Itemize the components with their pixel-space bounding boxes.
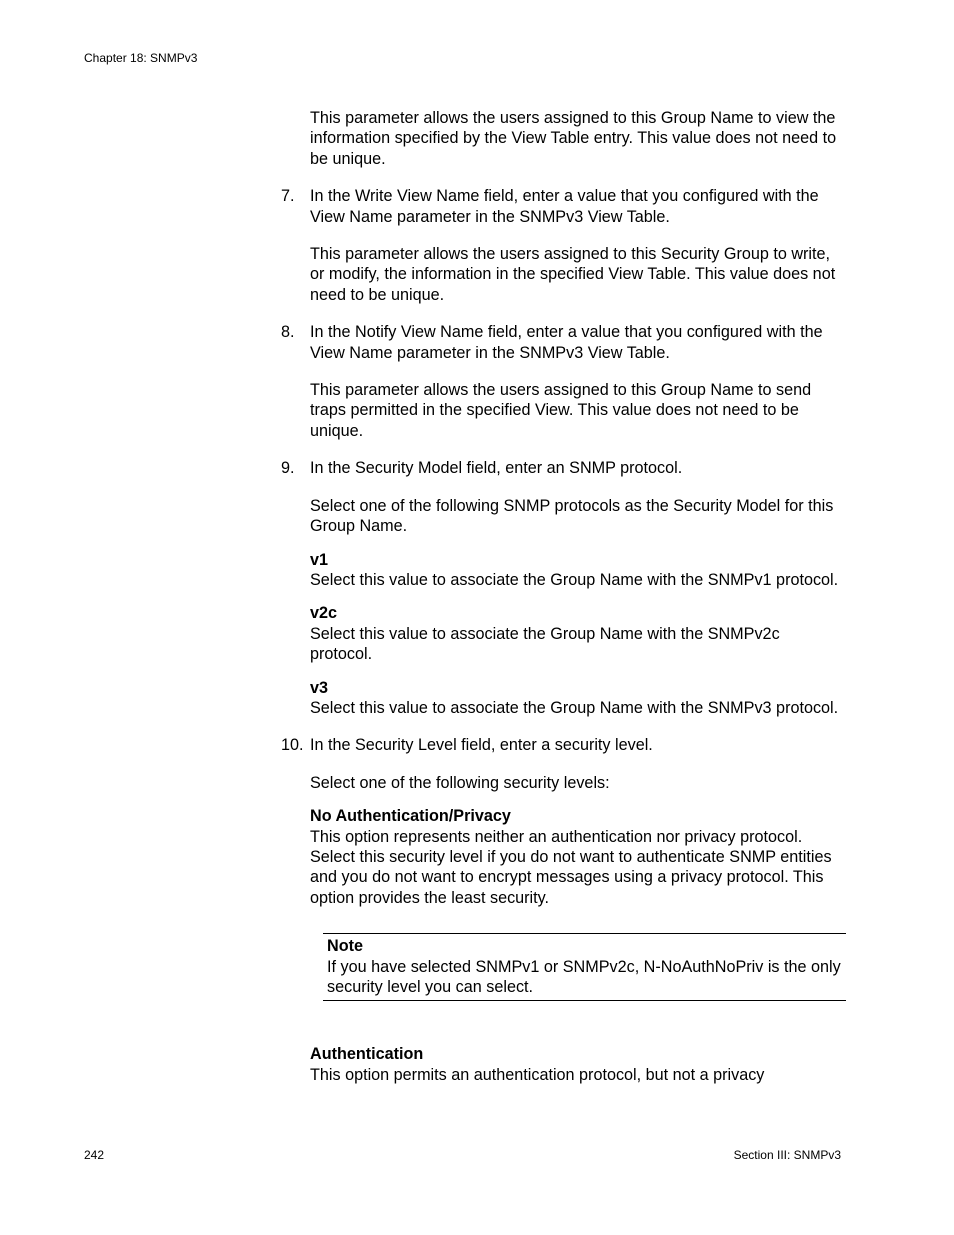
option-name: v3 (310, 678, 329, 697)
option-description: Select this value to associate the Group Name with the SNMPv2c protocol. (310, 624, 780, 664)
page-number: 242 (84, 1148, 105, 1162)
step-number: 7. (281, 187, 295, 206)
intro-paragraph: This parameter allows the users assigned to this Group Name to view the information specified by the View Table entry. This value does not need to be unique. (310, 109, 837, 168)
option-authentication (310, 1044, 845, 1085)
step-instruction: In the Notify View Name field, enter a value that you configured with the View Name parameter in the SNMPv3 View Table. (310, 323, 823, 362)
step-number: 8. (281, 323, 295, 342)
step-instruction: In the Security Level field, enter a security level. (310, 736, 653, 755)
option-description: Select this value to associate the Group Name with the SNMPv3 protocol. (310, 698, 839, 717)
step-detail: Select one of the following security levels: (310, 773, 610, 792)
option-name: v2c (310, 604, 338, 623)
step-detail: This parameter allows the users assigned to this Security Group to write, or modify, the information in the specified View Table. This value does not need to be unique. (310, 245, 836, 304)
running-header: Chapter 18: SNMPv3 (84, 51, 198, 65)
page-content (281, 108, 845, 1098)
step-number: 10. (281, 736, 304, 755)
step-instruction: In the Security Model field, enter an SNMP protocol. (310, 459, 683, 478)
option-name: Authentication (310, 1045, 424, 1064)
option-name: No Authentication/Privacy (310, 807, 511, 826)
option-description: Select this value to associate the Group Name with the SNMPv1 protocol. (310, 570, 839, 589)
note-box (323, 933, 846, 1001)
option-v2c (310, 603, 845, 664)
step-9 (281, 458, 845, 478)
note-text: If you have selected SNMPv1 or SNMPv2c, N-NoAuthNoPriv is the only security level you can select. (327, 957, 841, 996)
option-v3 (310, 678, 845, 719)
option-description: This option permits an authentication protocol, but not a privacy (310, 1065, 765, 1084)
step-instruction: In the Write View Name field, enter a value that you configured with the View Name parameter in the SNMPv3 View Table. (310, 187, 819, 226)
step-detail: Select one of the following SNMP protocols as the Security Model for this Group Name. (310, 496, 834, 536)
option-no-auth-privacy (310, 806, 845, 908)
option-name: v1 (310, 550, 329, 569)
step-detail: This parameter allows the users assigned to this Group Name to send traps permitted in the specified View. This value does not need to be unique. (310, 381, 812, 440)
step-10 (281, 735, 845, 755)
option-description: This option represents neither an authentication nor privacy protocol. Select this security level if you do not want to authenticate SNMP entities and you do not want to encrypt messages using a privacy protocol. This option provides the least security. (310, 827, 832, 907)
step-7 (281, 186, 845, 227)
note-title: Note (327, 937, 363, 956)
step-number: 9. (281, 459, 295, 478)
step-8 (281, 322, 845, 363)
running-footer: Section III: SNMPv3 (733, 1148, 841, 1162)
option-v1 (310, 550, 845, 591)
